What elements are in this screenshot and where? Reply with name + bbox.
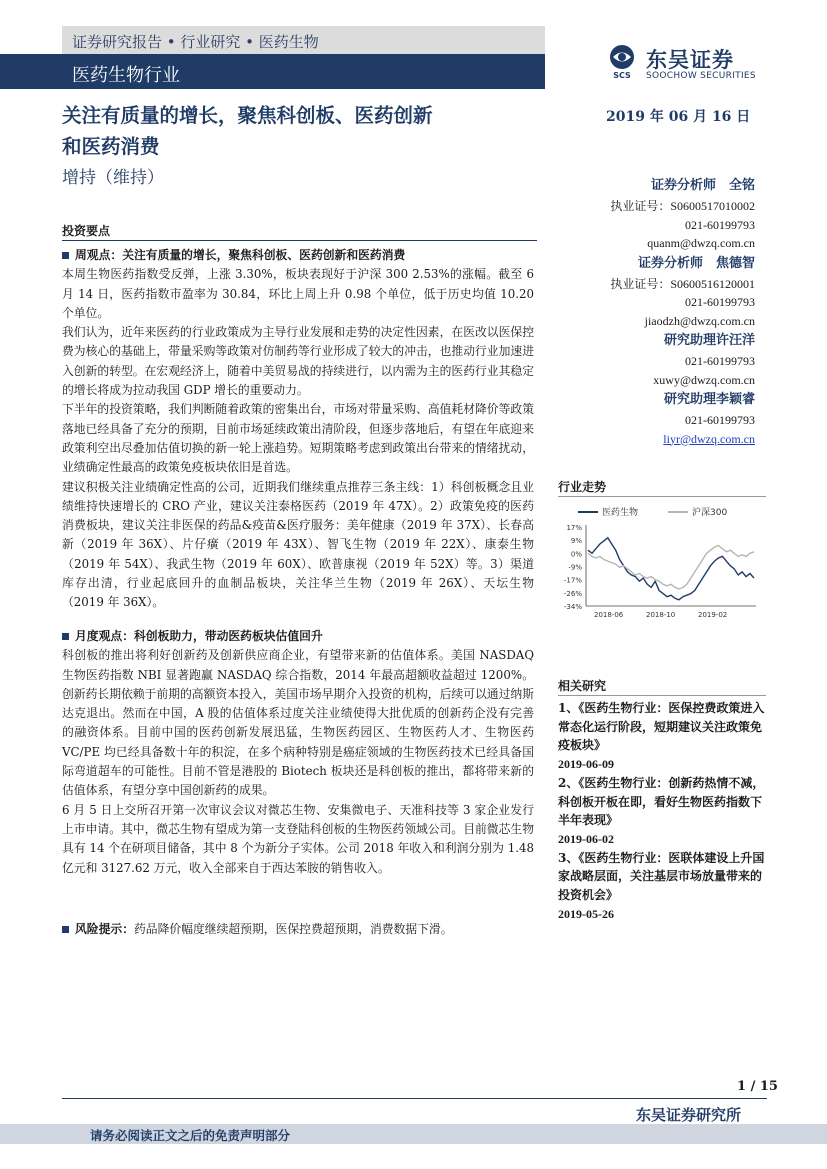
- weekly-paragraph: 下半年的投资策略，我们判断随着政策的密集出台，市场对带量采购、高值耗材降价等政策落地已经具备了充分的预期，目前市场延续政策出清阶段，但逐步落地后，有望在年底迎来政策利空出尽叠加估值切换的新一轮上涨趋势。短期策略考虑到政策出台带来的情绪扰动，业绩确定性最高的政策免疫板块依旧是首选。: [62, 402, 534, 475]
- trend-chart: [558, 505, 768, 621]
- research-item[interactable]: [558, 774, 768, 849]
- risk-heading: [62, 922, 134, 936]
- report-date: 2019 年 06 月 16 日: [606, 109, 751, 125]
- y-tick-label: 9%: [570, 537, 582, 546]
- industry-bar: [0, 54, 545, 89]
- weekly-heading: [62, 246, 534, 265]
- monthly-heading-text: 月度观点：科创板助力，带动医药板块估值回升: [75, 629, 323, 643]
- analyst-email-link[interactable]: liyr@dwzq.com.cn: [663, 431, 755, 446]
- analyst-email[interactable]: quanm@dwzq.com.cn: [647, 236, 755, 250]
- research-title: 相关研究: [558, 679, 607, 693]
- y-tick-label: -34%: [563, 603, 582, 611]
- analyst-4: [555, 389, 755, 448]
- legend-label: 医药生物: [602, 508, 639, 518]
- x-tick-label: 2019-02: [698, 611, 728, 619]
- industry-label: 医药生物行业: [72, 65, 180, 86]
- analyst-list: [555, 175, 755, 448]
- analyst-license: 执业证号：S0600517010002: [610, 199, 755, 213]
- analyst-email[interactable]: jiaodzh@dwzq.com.cn: [644, 313, 755, 328]
- analyst-3: [555, 330, 755, 389]
- risk-label: 风险提示：: [75, 922, 134, 936]
- divider: [558, 496, 766, 497]
- footer-org: 东吴证券研究所: [636, 1106, 742, 1124]
- risk-line: [62, 920, 534, 939]
- weekly-paragraph: 我们认为，近年来医药的行业政策成为主导行业发展和走势的决定性因素，在医改以医保控费为核心的基础上，带量采购等政策对仿制药等行业形成了较大的冲击，也推动行业加速进入创新的转型。在宏观经济上，随着中美贸易战的持续进行，以内需为主的医药行业其稳定的增长将成为拉动我国 GDP 增长的重要动力。: [62, 325, 534, 398]
- analyst-email[interactable]: xuwy@dwzq.com.cn: [653, 372, 755, 387]
- series-line: [588, 538, 754, 600]
- soochow-logo-icon: [604, 44, 640, 80]
- divider: [62, 240, 537, 241]
- legend-label: 沪深300: [692, 508, 728, 518]
- analyst-phone: 021-60199793: [685, 354, 755, 368]
- series-line: [588, 546, 754, 589]
- square-bullet-icon: [62, 926, 69, 933]
- trend-title: 行业走势: [558, 480, 607, 494]
- rating: 增持（维持）: [62, 168, 164, 188]
- breadcrumb: 证券研究报告 • 行业研究 • 医药生物: [72, 33, 319, 51]
- divider: [62, 1098, 767, 1099]
- x-tick-label: 2018-06: [594, 611, 624, 619]
- research-item-date: 2019-06-09: [558, 757, 614, 772]
- y-tick-label: -17%: [563, 576, 582, 585]
- disclaimer-text: 请务必阅读正文之后的免责声明部分: [90, 1128, 291, 1143]
- weekly-section: [62, 246, 534, 613]
- square-bullet-icon: [62, 633, 69, 640]
- research-item-title: 2、《医药生物行业：创新药热情不减，科创板开板在即，看好生物医药指数下半年表现》: [558, 775, 765, 828]
- analyst-license: 执业证号：S0600516120001: [610, 276, 755, 291]
- monthly-heading: [62, 627, 534, 646]
- analyst-2: [555, 253, 755, 331]
- weekly-heading-text: 周观点：关注有质量的增长，聚焦科创板、医药创新和医药消费: [75, 248, 406, 262]
- risk-text: 药品降价幅度继续超预期，医保控费超预期，消费数据下滑。: [134, 922, 453, 936]
- analyst-role: 研究助理李颖睿: [663, 392, 755, 407]
- breadcrumb-bar: [62, 26, 545, 54]
- page-number: 1 / 15: [737, 1079, 778, 1094]
- research-item[interactable]: [558, 849, 768, 924]
- weekly-paragraph: 建议积极关注业绩确定性高的公司，近期我们继续重点推荐三条主线：1）科创板概念且业绩维持快速增长的 CRO 产业，建议关注泰格医药（2019 年 47X）。2）政策免疫的医药消费板块，建议关注非医保的药品&疫苗&医疗服务：美年健康（2019 年 37X）、长春高新（2019 年 36X）、片仔癀（2019 年 43X）、智飞生物（2019 年 22X）、康泰生物（2019 年 54X）、我武生物（2019 年 60X）、欧普康视（2019 年 52X）等。3）渠道库存出清，行业起底回升的血制品板块，关注华兰生物（2019 年 26X）、天坛生物（2019 年 36X）。: [62, 479, 534, 610]
- analyst-phone: 021-60199793: [685, 217, 755, 232]
- y-tick-label: 17%: [566, 524, 582, 532]
- y-tick-label: -9%: [568, 563, 582, 572]
- analyst-1: [555, 175, 755, 253]
- analyst-phone: 021-60199793: [685, 413, 755, 427]
- risk-section: [62, 920, 534, 939]
- x-tick-label: 2018-10: [646, 611, 676, 619]
- report-title-line2: 和医药消费: [62, 135, 160, 158]
- company-logo: [604, 42, 774, 86]
- research-item[interactable]: [558, 699, 768, 774]
- related-research-list: [558, 699, 768, 923]
- y-tick-label: -26%: [563, 589, 582, 598]
- y-tick-label: 0%: [570, 550, 582, 559]
- report-title: [62, 100, 552, 162]
- logo-en: SOOCHOW SECURITIES: [646, 71, 756, 81]
- research-item-title: 3、《医药生物行业：医联体建设上升国家战略层面，关注基层市场放量带来的投资机会》: [558, 850, 765, 903]
- monthly-section: [62, 627, 534, 878]
- analyst-role: 证券分析师 全铭: [650, 178, 755, 193]
- research-item-title: 1、《医药生物行业：医保控费政策进入常态化运行阶段，短期建议关注政策免疫板块》: [558, 701, 765, 753]
- research-item-date: 2019-05-26: [558, 906, 614, 921]
- monthly-paragraph: 科创板的推出将利好创新药及创新供应商企业，有望带来新的估值体系。美国 NASDAQ 生物医药指数 NBI 显著跑赢 NASDAQ 综合指数，2014 年最高超额收益超过 1200%。创新药长期依赖于前期的高额资本投入，美国市场早期介入投资的机构，后续可以通过纳斯达克退出。然而在中国，A 股的估值体系过度关注业绩使得大批优质的创新药企没有完善的融资体系。目前中国的医药创新发展迅猛，生物医药园区、生物医药人才、生物医药 VC/PE 均已经具备数十年的积淀，在多个病种特别是癌症领域的生物医药技术已经具备国际弯道超车的可能性。目前不管是港股的 Biotech 板块还是科创板的推出，都将带来新的估值体系，有望分享中国创新药的成果。: [62, 648, 534, 798]
- logo-mark-text: SCS: [613, 71, 631, 80]
- analyst-role: 证券分析师 焦德智: [637, 255, 755, 271]
- divider: [558, 695, 766, 696]
- analyst-phone: 021-60199793: [685, 295, 755, 309]
- disclaimer-bar: [0, 1124, 827, 1144]
- weekly-paragraph: 本周生物医药指数受反弹，上涨 3.30%，板块表现好于沪深 300 2.53%的涨幅。截至 6 月 14 日，医药指数市盈率为 30.84，环比上周上升 0.98 个单位，低于历史均值 10.20 个单位。: [62, 267, 534, 320]
- square-bullet-icon: [62, 252, 69, 259]
- investment-title: 投资要点: [62, 224, 111, 238]
- research-item-date: 2019-06-02: [558, 831, 614, 846]
- report-title-line1: 关注有质量的增长，聚焦科创板、医药创新: [62, 104, 433, 127]
- monthly-paragraph: 6 月 5 日上交所召开第一次审议会议对微芯生物、安集微电子、天准科技等 3 家企业发行上市申请。其中，微芯生物有望成为第一支登陆科创板的生物医药领域公司。目前微芯生物具有 14 个在研项目储备，其中 8 个为新分子实体。公司 2018 年收入和利润分别为 1.48 亿元和 3127.62 万元，收入全部来自于西达苯胺的销售收入。: [62, 802, 534, 875]
- analyst-role: 研究助理许汪洋: [663, 333, 755, 348]
- logo-cn: 东吴证券: [646, 48, 734, 72]
